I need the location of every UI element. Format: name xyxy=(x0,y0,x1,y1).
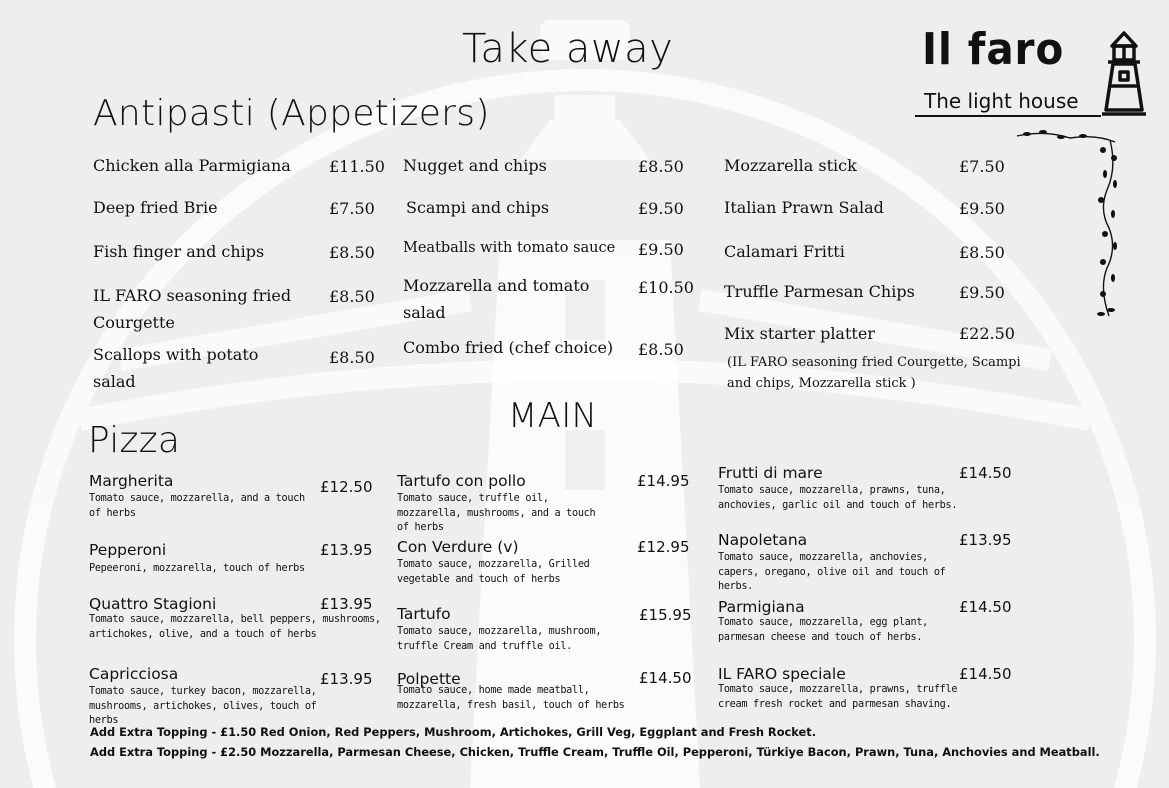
pizza-description: Tomato sauce, mozzarella, prawns, truffle cream fresh rocket and parmesan shaving. xyxy=(718,684,958,710)
pizza-description: Tomato sauce, mozzarella, egg plant, parmesan cheese and touch of herbs. xyxy=(718,617,929,643)
antipasti-item-name: Combo fried (chef choice) xyxy=(403,338,614,357)
antipasti-item-name: IL FARO seasoning fried Courgette xyxy=(93,286,292,332)
pizza-price: £13.95 xyxy=(320,541,373,559)
pizza-name: Tartufo con pollo xyxy=(397,472,526,490)
pizza-name: Pepperoni xyxy=(89,541,167,559)
pizza-price: £14.50 xyxy=(959,464,1012,482)
antipasti-item-price: £8.50 xyxy=(638,340,684,359)
pizza-description: Tomato sauce, mozzarella, and a touch of herbs xyxy=(89,493,305,519)
antipasti-item-price: £8.50 xyxy=(329,348,375,367)
pizza-name: Tartufo xyxy=(397,605,451,623)
antipasti-item-name: Calamari Fritti xyxy=(724,242,845,261)
pizza-price: £14.95 xyxy=(637,472,690,490)
antipasti-item-price: £11.50 xyxy=(329,157,385,176)
antipasti-item-price: £8.50 xyxy=(959,243,1005,262)
antipasti-item-name: Italian Prawn Salad xyxy=(724,198,884,217)
antipasti-item-name: Chicken alla Parmigiana xyxy=(93,156,291,175)
antipasti-item-name: Meatballs with tomato sauce xyxy=(403,240,616,256)
antipasti-item-name: Deep fried Brie xyxy=(93,198,218,217)
antipasti-item-price: £22.50 xyxy=(959,324,1015,343)
pizza-name: Polpette xyxy=(397,670,461,688)
antipasti-item-name: Mozzarella stick xyxy=(724,156,857,175)
pizza-name: Con Verdure (v) xyxy=(397,538,519,556)
pizza-description: Tomato sauce, mozzarella, bell peppers, mushrooms, artichokes, olive, and a touch of herbs xyxy=(89,614,381,640)
pizza-name: IL FARO speciale xyxy=(718,665,846,683)
antipasti-heading: Antipasti (Appetizers) xyxy=(93,93,490,134)
pizza-description: Tomato sauce, mozzarella, anchovies, capers, oregano, olive oil and touch of herbs. xyxy=(718,552,946,592)
logo-name: Il faro xyxy=(922,24,1065,75)
antipasti-item-name: Nugget and chips xyxy=(403,156,547,175)
antipasti-item-name: Truffle Parmesan Chips xyxy=(724,282,915,301)
pizza-price: £12.50 xyxy=(320,478,373,496)
pizza-price: £13.95 xyxy=(320,595,373,613)
pizza-description: Tomato sauce, mozzarella, Grilled vegetable and touch of herbs xyxy=(397,559,590,585)
antipasti-item-price: £8.50 xyxy=(329,287,375,306)
pizza-name: Capricciosa xyxy=(89,665,179,683)
pizza-price: £14.50 xyxy=(959,598,1012,616)
floral-vine-ornament xyxy=(1015,128,1125,320)
antipasti-item-price: £7.50 xyxy=(329,199,375,218)
pizza-description: Tomato sauce, truffle oil, mozzarella, mushrooms, and a touch of herbs xyxy=(397,493,596,533)
pizza-heading: Pizza xyxy=(88,420,181,461)
antipasti-item-price: £8.50 xyxy=(638,157,684,176)
pizza-price: £14.50 xyxy=(959,665,1012,683)
pizza-name: Quattro Stagioni xyxy=(89,595,217,613)
pizza-name: Margherita xyxy=(89,472,174,490)
extra-topping-line: Add Extra Topping - £1.50 Red Onion, Red Peppers, Mushroom, Artichokes, Grill Veg, Eggplant and Fresh Rocket. xyxy=(90,725,817,739)
pizza-description: Tomato sauce, home made meatball, mozzarella, fresh basil, touch of herbs xyxy=(397,685,625,711)
pizza-price: £12.95 xyxy=(637,538,690,556)
pizza-description: Tomato sauce, mozzarella, mushroom, truffle Cream and truffle oil. xyxy=(397,626,602,652)
antipasti-item-price: £7.50 xyxy=(959,157,1005,176)
antipasti-item-name: Fish finger and chips xyxy=(93,242,265,261)
antipasti-item-price: £9.50 xyxy=(959,283,1005,302)
antipasti-item-name: Scampi and chips xyxy=(406,198,550,217)
antipasti-item-price: £9.50 xyxy=(638,240,684,259)
logo-underline xyxy=(915,115,1101,117)
antipasti-item-price: £8.50 xyxy=(329,243,375,262)
antipasti-item-name: Mix starter platter xyxy=(724,324,875,343)
pizza-name: Frutti di mare xyxy=(718,464,823,482)
page-title: Take away xyxy=(462,26,674,72)
pizza-description: Tomato sauce, turkey bacon, mozzarella, mushrooms, artichokes, olives, touch of herbs xyxy=(89,686,317,726)
pizza-description: Tomato sauce, mozzarella, prawns, tuna, anchovies, garlic oil and touch of herbs. xyxy=(718,485,958,511)
logo-tagline: The light house xyxy=(924,89,1079,113)
lighthouse-icon xyxy=(1098,30,1150,118)
pizza-name: Parmigiana xyxy=(718,598,805,616)
antipasti-item-name: Mozzarella and tomato salad xyxy=(403,276,590,322)
pizza-price: £13.95 xyxy=(320,670,373,688)
platter-note: (IL FARO seasoning fried Courgette, Scampi and chips, Mozzarella stick ) xyxy=(727,355,1021,391)
pizza-price: £14.50 xyxy=(639,669,692,687)
pizza-description: Pepeeroni, mozzarella, touch of herbs xyxy=(89,563,305,574)
pizza-name: Napoletana xyxy=(718,531,808,549)
pizza-price: £13.95 xyxy=(959,531,1012,549)
pizza-price: £15.95 xyxy=(639,606,692,624)
antipasti-item-price: £9.50 xyxy=(959,199,1005,218)
antipasti-item-price: £10.50 xyxy=(638,278,694,297)
antipasti-item-name: Scallops with potato salad xyxy=(93,345,259,391)
extra-topping-line: Add Extra Topping - £2.50 Mozzarella, Parmesan Cheese, Chicken, Truffle Cream, Truffle Oil, Pepperoni, Türkiye Bacon, Prawn, Tuna, Anchovies and Meatball. xyxy=(90,745,1100,759)
main-heading: MAIN xyxy=(508,396,598,436)
antipasti-item-price: £9.50 xyxy=(638,199,684,218)
